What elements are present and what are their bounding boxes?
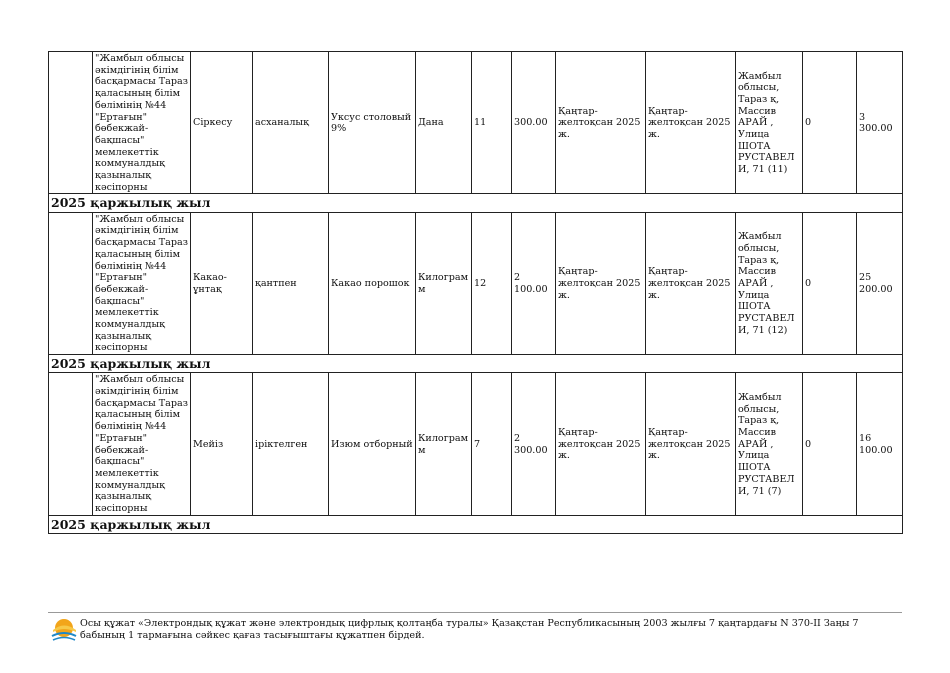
item-name-cell: Какао-ұнтақ — [191, 212, 253, 354]
price-cell: 2 100.00 — [512, 212, 556, 354]
total-cell: 3 300.00 — [857, 52, 903, 194]
table-row — [49, 373, 903, 515]
advance-cell: 0 — [803, 373, 857, 515]
empty-cell — [49, 212, 93, 354]
sun-logo-icon — [50, 617, 78, 643]
customer-cell: "Жамбыл облысы әкімдігінің білім басқармасы Тараз қаласының білім бөлімінің №44 "Ертағын" бөбекжай-бақшасы" мемлекеттік коммуналдық қазыналық кәсіпорны — [93, 373, 191, 515]
unit-cell: Дана — [416, 52, 472, 194]
advance-cell: 0 — [803, 212, 857, 354]
year-label: 2025 қаржылық жыл — [49, 355, 903, 373]
footer-legal-text: Осы құжат «Электрондық құжат және электрондық цифрлық қолтаңба туралы» Қазақстан Республикасының 2003 жылғы 7 қаңтардағы N 370-II Заңы 7 бабының 1 тармағына сәйкес қағаз тасығыштағы құжатпен бірдей. — [80, 618, 859, 641]
total-cell: 25 200.00 — [857, 212, 903, 354]
empty-cell — [49, 52, 93, 194]
year-label: 2025 қаржылық жыл — [49, 515, 903, 533]
price-cell: 2 300.00 — [512, 373, 556, 515]
item-purpose-cell: асханалық — [253, 52, 329, 194]
price-cell: 300.00 — [512, 52, 556, 194]
period-cell: Қаңтар-желтоқсан 2025 ж. — [556, 373, 646, 515]
item-description-cell: Какао порошок — [329, 212, 416, 354]
address-cell: Жамбыл облысы, Тараз қ, Массив АРАЙ , Улица ШОТА РУСТАВЕЛИ, 71 (7) — [736, 373, 803, 515]
item-name-cell: Мейіз — [191, 373, 253, 515]
period-cell: Қаңтар-желтоқсан 2025 ж. — [556, 52, 646, 194]
customer-cell: "Жамбыл облысы әкімдігінің білім басқармасы Тараз қаласының білім бөлімінің №44 "Ертағын" бөбекжай-бақшасы" мемлекеттік коммуналдық қазыналық кәсіпорны — [93, 212, 191, 354]
year-row — [49, 194, 903, 212]
delivery-period-cell: Қаңтар-желтоқсан 2025 ж. — [646, 212, 736, 354]
unit-cell: Килограмм — [416, 212, 472, 354]
customer-cell: "Жамбыл облысы әкімдігінің білім басқармасы Тараз қаласының білім бөлімінің №44 "Ертағын" бөбекжай-бақшасы" мемлекеттік коммуналдық қазыналық кәсіпорны — [93, 52, 191, 194]
item-description-cell: Уксус столовый 9% — [329, 52, 416, 194]
year-label: 2025 қаржылық жыл — [49, 194, 903, 212]
item-description-cell: Изюм отборный — [329, 373, 416, 515]
delivery-period-cell: Қаңтар-желтоқсан 2025 ж. — [646, 373, 736, 515]
document-footer — [48, 612, 902, 642]
unit-cell: Килограмм — [416, 373, 472, 515]
total-cell: 16 100.00 — [857, 373, 903, 515]
table-row — [49, 212, 903, 354]
table-row — [49, 52, 903, 194]
address-cell: Жамбыл облысы, Тараз қ, Массив АРАЙ , Улица ШОТА РУСТАВЕЛИ, 71 (12) — [736, 212, 803, 354]
delivery-period-cell: Қаңтар-желтоқсан 2025 ж. — [646, 52, 736, 194]
quantity-cell: 7 — [472, 373, 512, 515]
period-cell: Қаңтар-желтоқсан 2025 ж. — [556, 212, 646, 354]
item-purpose-cell: іріктелген — [253, 373, 329, 515]
advance-cell: 0 — [803, 52, 857, 194]
year-row — [49, 515, 903, 533]
item-name-cell: Сіркесу — [191, 52, 253, 194]
quantity-cell: 12 — [472, 212, 512, 354]
procurement-table — [48, 51, 903, 534]
address-cell: Жамбыл облысы, Тараз қ, Массив АРАЙ , Улица ШОТА РУСТАВЕЛИ, 71 (11) — [736, 52, 803, 194]
quantity-cell: 11 — [472, 52, 512, 194]
item-purpose-cell: қантпен — [253, 212, 329, 354]
empty-cell — [49, 373, 93, 515]
year-row — [49, 355, 903, 373]
